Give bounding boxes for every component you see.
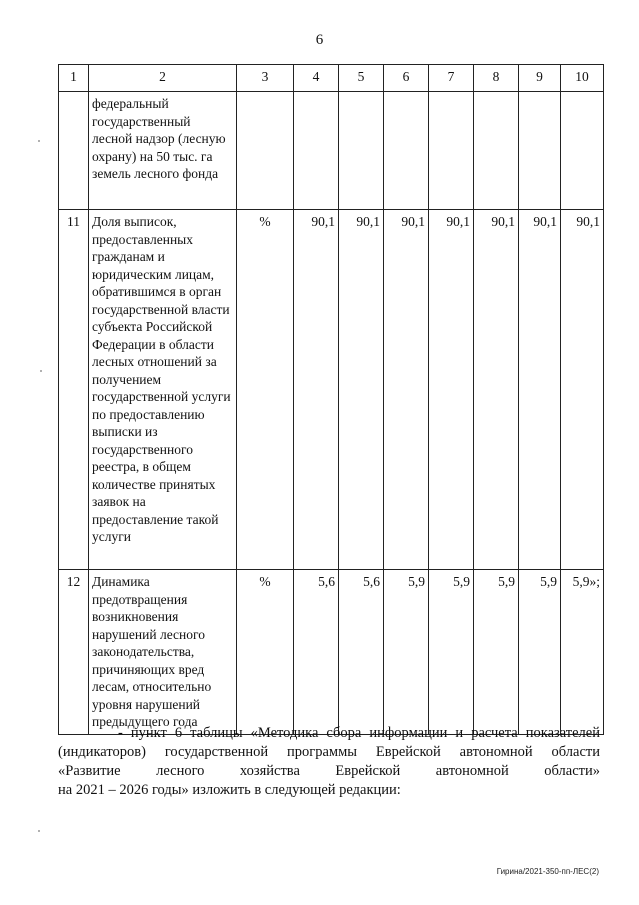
header-cell: 7 (429, 65, 474, 92)
empty-cell (474, 92, 519, 210)
indicators-table (58, 64, 604, 735)
header-cell: 5 (339, 65, 384, 92)
value-cell: 5,9 (429, 570, 474, 735)
empty-cell (294, 92, 339, 210)
empty-cell (429, 92, 474, 210)
value-cell: 90,1 (474, 210, 519, 570)
value-cell: 5,6 (294, 570, 339, 735)
scan-speck (38, 140, 40, 142)
document-code: Гирина/2021-350-пп-ЛЕС(2) (496, 867, 599, 876)
value-cell: 90,1 (294, 210, 339, 570)
unit-cell: % (237, 210, 294, 570)
header-cell: 8 (474, 65, 519, 92)
header-cell: 1 (59, 65, 89, 92)
row-number: 11 (59, 210, 89, 570)
paragraph-line: (индикаторов) государственной программы Еврейской автономной области (58, 744, 600, 760)
indicator-name: федеральный государственный лесной надзор (лесную охрану) на 50 тыс. га земель лесного фонда (89, 92, 237, 210)
scan-speck (38, 830, 40, 832)
amendment-paragraph (58, 724, 600, 800)
table-row-continuation (59, 92, 604, 210)
table-row-11 (59, 210, 604, 570)
indicator-name: Доля выписок, предоставленных гражданам и юридическим лицам, обратившимся в орган государственной власти субъекта Российской Федерации в области лесных отношений за получением государственной услуги по предоставлению выписки из государственного реестра, в общем количестве принятых заявок на предоставление такой услуги (89, 210, 237, 570)
value-cell: 90,1 (429, 210, 474, 570)
table-row-12 (59, 570, 604, 735)
row-number (59, 92, 89, 210)
row-number: 12 (59, 570, 89, 735)
empty-cell (237, 92, 294, 210)
indicator-name: Динамика предотвращения возникновения нарушений лесного законодательства, причиняющих вред лесам, относительно уровня нарушений предыдущего года (89, 570, 237, 735)
value-cell: 5,9 (474, 570, 519, 735)
value-cell: 90,1 (519, 210, 561, 570)
header-cell: 10 (561, 65, 604, 92)
scan-speck (40, 370, 42, 372)
value-cell: 90,1 (561, 210, 604, 570)
header-cell: 3 (237, 65, 294, 92)
value-cell: 5,9»; (561, 570, 604, 735)
unit-cell: % (237, 570, 294, 735)
value-cell: 5,9 (384, 570, 429, 735)
value-cell: 5,9 (519, 570, 561, 735)
table-header-row (59, 65, 604, 92)
paragraph-line: - пункт 6 таблицы «Методика сбора информации и расчета показателей (118, 725, 600, 741)
header-cell: 2 (89, 65, 237, 92)
header-cell: 4 (294, 65, 339, 92)
header-cell: 6 (384, 65, 429, 92)
empty-cell (384, 92, 429, 210)
value-cell: 90,1 (384, 210, 429, 570)
empty-cell (519, 92, 561, 210)
empty-cell (339, 92, 384, 210)
paragraph-line: «Развитие лесного хозяйства Еврейской автономной области» (58, 763, 600, 779)
value-cell: 5,6 (339, 570, 384, 735)
paragraph-line: на 2021 – 2026 годы» изложить в следующей редакции: (58, 782, 401, 798)
header-cell: 9 (519, 65, 561, 92)
value-cell: 90,1 (339, 210, 384, 570)
empty-cell (561, 92, 604, 210)
page-number: 6 (315, 32, 324, 48)
